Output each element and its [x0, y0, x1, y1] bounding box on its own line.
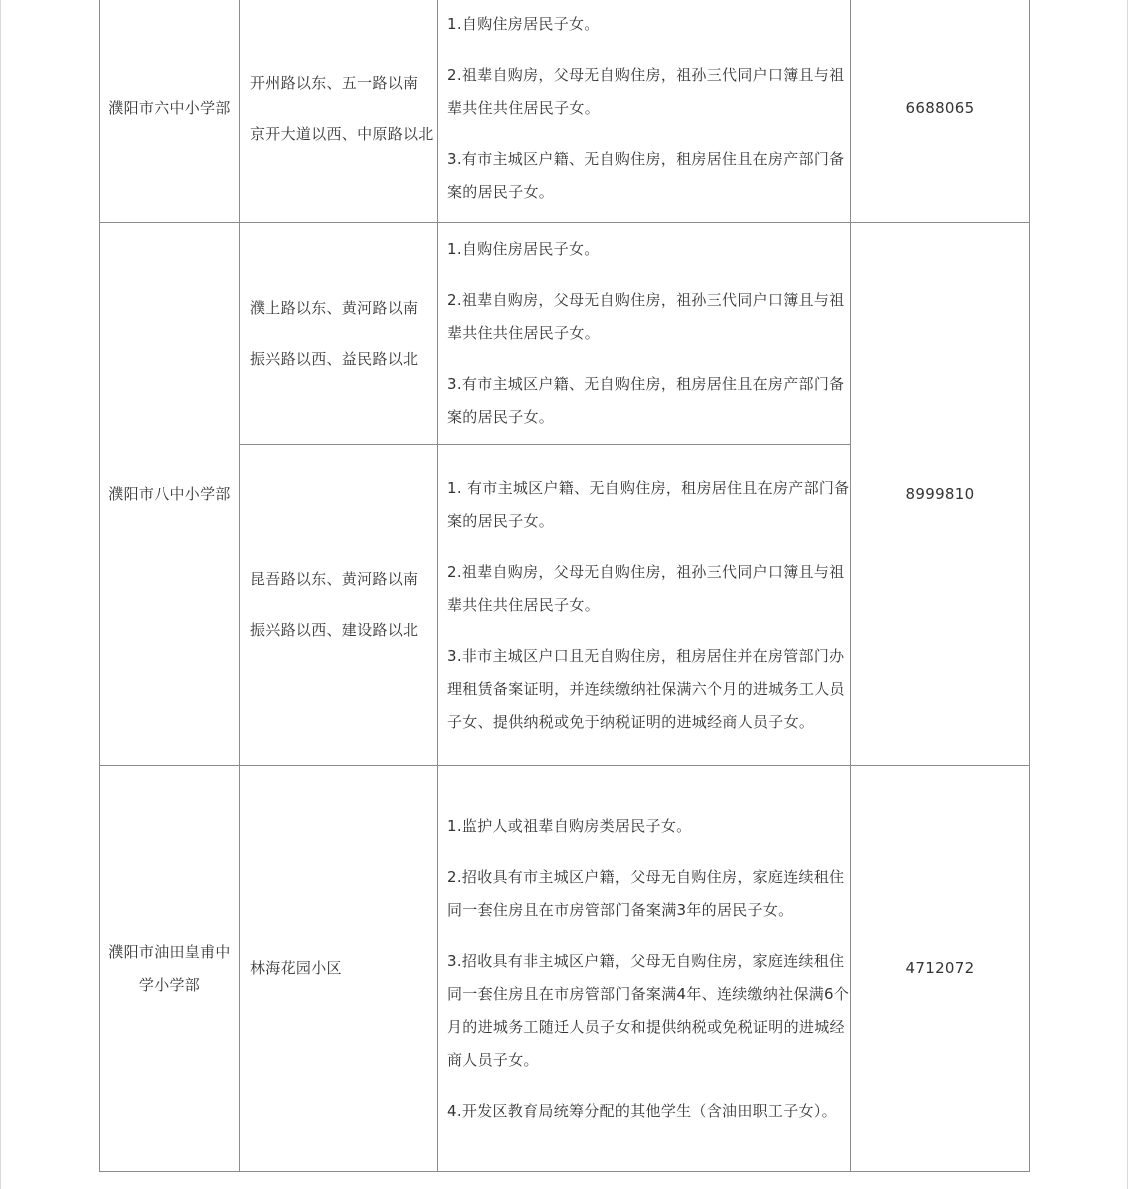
table-row	[100, 0, 1030, 223]
page-edge-left	[0, 0, 1, 1189]
conditions-cell	[438, 0, 851, 223]
area-cell	[240, 445, 438, 766]
phone-cell	[851, 766, 1030, 1172]
area-cell	[240, 223, 438, 445]
condition-item: 1.监护人或祖辈自购房类居民子女。	[447, 816, 692, 835]
phone-number: 6688065	[905, 99, 975, 117]
phone-cell	[851, 0, 1030, 223]
condition-item: 3.招收具有非主城区户籍，父母无自购住房，家庭连续租住同一套住房且在市房管部门备案满4年、连续缴纳社保满6个月的进城务工随迁人员子女和提供纳税或免税证明的进城经商人员子女。	[447, 951, 850, 1069]
area-line: 濮上路以东、黄河路以南	[250, 298, 419, 317]
area-cell	[240, 0, 438, 223]
phone-cell	[851, 223, 1030, 766]
table-row	[100, 766, 1030, 1172]
enrollment-table	[99, 0, 1030, 1172]
condition-item: 2.祖辈自购房，父母无自购住房，祖孙三代同户口簿且与祖辈共住共住居民子女。	[447, 291, 845, 342]
condition-item: 2.祖辈自购房，父母无自购住房，祖孙三代同户口簿且与祖辈共住共住居民子女。	[447, 66, 845, 117]
conditions-cell	[438, 445, 851, 766]
condition-item: 2.祖辈自购房，父母无自购住房，祖孙三代同户口簿且与祖辈共住共住居民子女。	[447, 562, 845, 614]
condition-item: 1.自购住房居民子女。	[447, 240, 600, 258]
phone-number: 4712072	[905, 959, 975, 977]
area-line: 林海花园小区	[250, 959, 342, 977]
condition-item: 1. 有市主城区户籍、无自购住房，租房居住且在房产部门备案的居民子女。	[447, 478, 850, 530]
condition-item: 1.自购住房居民子女。	[447, 15, 600, 33]
school-name-cell	[100, 766, 240, 1172]
conditions-cell	[438, 223, 851, 445]
school-name-cell	[100, 0, 240, 223]
condition-item: 3.有市主城区户籍、无自购住房，租房居住且在房产部门备案的居民子女。	[447, 375, 845, 426]
school-name: 濮阳市油田皇甫中学小学部	[108, 942, 231, 994]
condition-item: 2.招收具有市主城区户籍，父母无自购住房，家庭连续租住同一套住房且在市房管部门备案满3年的居民子女。	[447, 867, 845, 919]
condition-item: 3.有市主城区户籍、无自购住房，租房居住且在房产部门备案的居民子女。	[447, 150, 845, 201]
conditions-cell	[438, 766, 851, 1172]
school-name: 濮阳市六中小学部	[108, 99, 231, 117]
school-name: 濮阳市八中小学部	[108, 484, 231, 503]
phone-number: 8999810	[905, 484, 975, 503]
area-line: 振兴路以西、益民路以北	[250, 349, 419, 368]
area-line: 开州路以东、五一路以南	[250, 73, 419, 92]
table-row	[100, 223, 1030, 445]
area-cell	[240, 766, 438, 1172]
condition-item: 3.非市主城区户口且无自购住房，租房居住并在房管部门办理租赁备案证明，并连续缴纳社保满六个月的进城务工人员子女、提供纳税或免于纳税证明的进城经商人员子女。	[447, 646, 845, 731]
condition-item: 4.开发区教育局统筹分配的其他学生（含油田职工子女）。	[447, 1101, 837, 1120]
area-line: 京开大道以西、中原路以北	[250, 124, 434, 143]
area-line: 昆吾路以东、黄河路以南	[250, 570, 419, 588]
school-name-cell	[100, 223, 240, 766]
area-line: 振兴路以西、建设路以北	[250, 621, 419, 639]
